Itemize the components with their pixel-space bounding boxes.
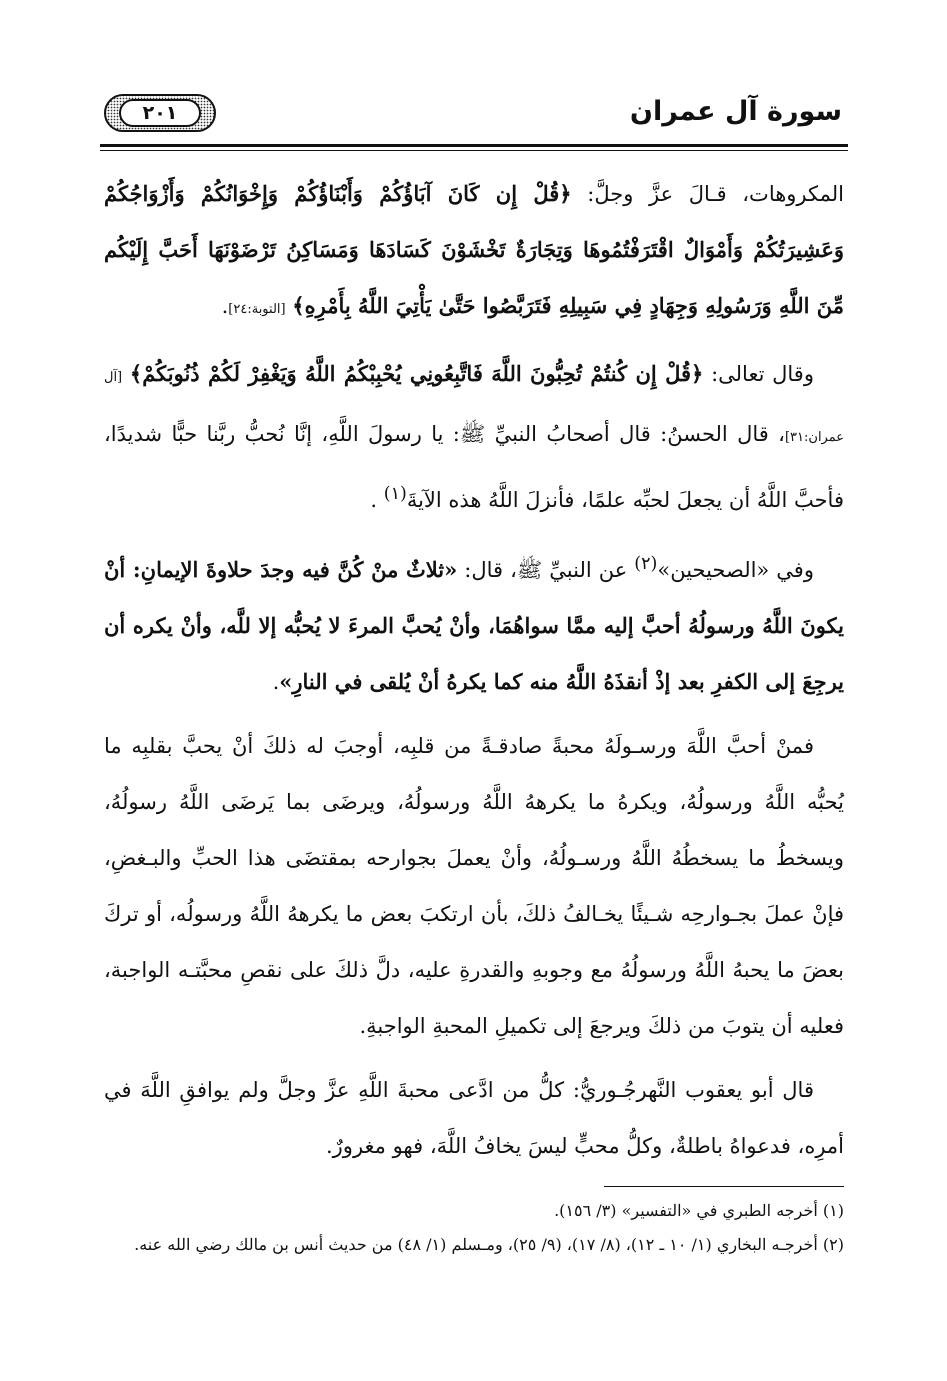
footnote-1: (١) أخرجه الطبري في «التفسير» (٣/ ١٥٦). <box>554 1201 844 1220</box>
paragraph-3-end: . <box>272 670 280 694</box>
quran-verse-al-imran: ﴿قُلْ إِن كُنتُمْ تُحِبُّونَ اللَّهَ فَاتَّبِعُونِي يُحْبِبْكُمُ اللَّهُ وَيَغْفِرْ لَكُمْ ذُنُوبَكُمْ﴾ <box>129 361 704 386</box>
hadith-text: «ثلاثٌ منْ كُنَّ فيه وجدَ حلاوةَ الإيمانِ: أنْ يكونَ اللَّهُ ورسولُهُ أحبَّ إليه ممَّا سواهُمَا، وأنْ يُحبَّ المرءَ لا يُحبُّه إلا للَّه، وأنْ يكره أن يرجِعَ إلى الكفرِ بعد إذْ أنقذَهُ اللَّهُ منه كما يكرهُ أنْ يُلقى في النارِ» <box>104 557 844 694</box>
footnote-divider <box>604 1186 844 1187</box>
paragraph-5: قال أبو يعقوب النَّهرجُـوريُّ: كلُّ من ادَّعى محبةَ اللَّهِ عزَّ وجلَّ ولم يوافقِ اللَّهَ في أمرِه، فدعواهُ باطلةٌ، وكلُّ محبٍّ ليسَ يخافُ اللَّهَ، فهو مغرورٌ. <box>104 1078 844 1158</box>
paragraph-3-text: عن النبيِّ ﷺ، قال: <box>457 558 635 582</box>
page-number: ٢٠١ <box>142 102 178 124</box>
paragraph-2-text: ، قال الحسنُ: قال أصحابُ النبيِّ ﷺ: يا رسولَ اللَّهِ، إنَّا نُحبُّ ربَّنا حبًّا شديدًا، فأحبَّ اللَّهُ أن يجعلَ لحبِّه علمًا، فأنزلَ اللَّهُ هذه الآيةَ <box>104 422 844 512</box>
footnote-marker-1: (١) <box>383 484 407 504</box>
surah-title: سورة آل عمران <box>629 96 842 127</box>
header-divider-thick <box>100 144 848 147</box>
footnotes <box>104 1194 844 1262</box>
paragraph-1 <box>104 166 844 338</box>
footnote-2: (٢) أخرجـه البخاري (١/ ١٠ ـ ١٢)، (٨/ ١٧)، (٩/ ٢٥)، ومـسلم (١/ ٤٨) من حديث أنس بن مالك رضي الله عنه. <box>134 1235 844 1254</box>
page-header <box>100 92 848 144</box>
verse-reference-al-imran: [آل عمران:٣١] <box>104 370 844 445</box>
header-divider-thin <box>100 150 848 151</box>
paragraph-2-intro: وقال تعالى: <box>703 362 814 386</box>
quran-verse-tawbah: ﴿قُلْ إِن كَانَ آبَاؤُكُمْ وَأَبْنَاؤُكُمْ وَإِخْوَانُكُمْ وَأَزْوَاجُكُمْ وَعَشِيرَتُكُمْ وَأَمْوَالٌ اقْتَرَفْتُمُوهَا وَتِجَارَةٌ تَخْشَوْنَ كَسَادَهَا وَمَسَاكِنُ تَرْضَوْنَهَا أَحَبَّ إِلَيْكُم مِّنَ اللَّهِ وَرَسُولِهِ وَجِهَادٍ فِي سَبِيلِهِ فَتَرَبَّصُوا حَتَّىٰ يَأْتِيَ اللَّهُ بِأَمْرِهِ﴾ <box>104 181 844 318</box>
footnote-marker-2: (٢) <box>634 554 658 574</box>
paragraph-2 <box>104 346 844 528</box>
paragraph-2-end: . <box>370 488 384 512</box>
paragraph-3-intro: وفي «الصحيحين» <box>657 558 814 582</box>
main-text <box>104 166 844 1182</box>
paragraph-1-text: المكروهات، قـالَ عزَّ وجلَّ: <box>571 182 844 206</box>
paragraph-4: فمنْ أحبَّ اللَّهَ ورسـولَهُ محبةً صادقـةً من قلبِه، أوجبَ له ذلكَ أنْ يحبَّ بقلبِه ما يُحبُّه اللَّهُ ورسولُهُ، ويكرهُ ما يكرههُ اللَّهُ ورسولُهُ، ويرضَى بما يَرضَى اللَّهُ رسولُهُ، ويسخطُ ما يسخطُهُ اللَّهُ ورسـولُهُ، وأنْ يعملَ بجوارحه بمقتضَى هذا الحبِّ والبـغضِ، فإنْ عملَ بجـوارحِه شـيئًا يخـالفُ ذلكَ، بأن ارتكبَ بعض ما يكرههُ اللَّهُ ورسولُه، أو تركَ بعضَ ما يحبهُ اللَّهُ ورسولُهُ مع وجوبهِ والقدرةِ عليه، دلَّ ذلكَ على نقصِ محبَّتـه الواجبة، فعليه أن يتوبَ من ذلكَ ويرجعَ إلى تكميلِ المحبةِ الواجبةِ. <box>104 734 844 1038</box>
paragraph-3 <box>104 536 844 710</box>
verse-reference-tawbah: [التوبة:٢٤] <box>228 302 286 317</box>
paragraph-1-end: . <box>221 294 229 318</box>
page-number-badge <box>104 94 216 132</box>
